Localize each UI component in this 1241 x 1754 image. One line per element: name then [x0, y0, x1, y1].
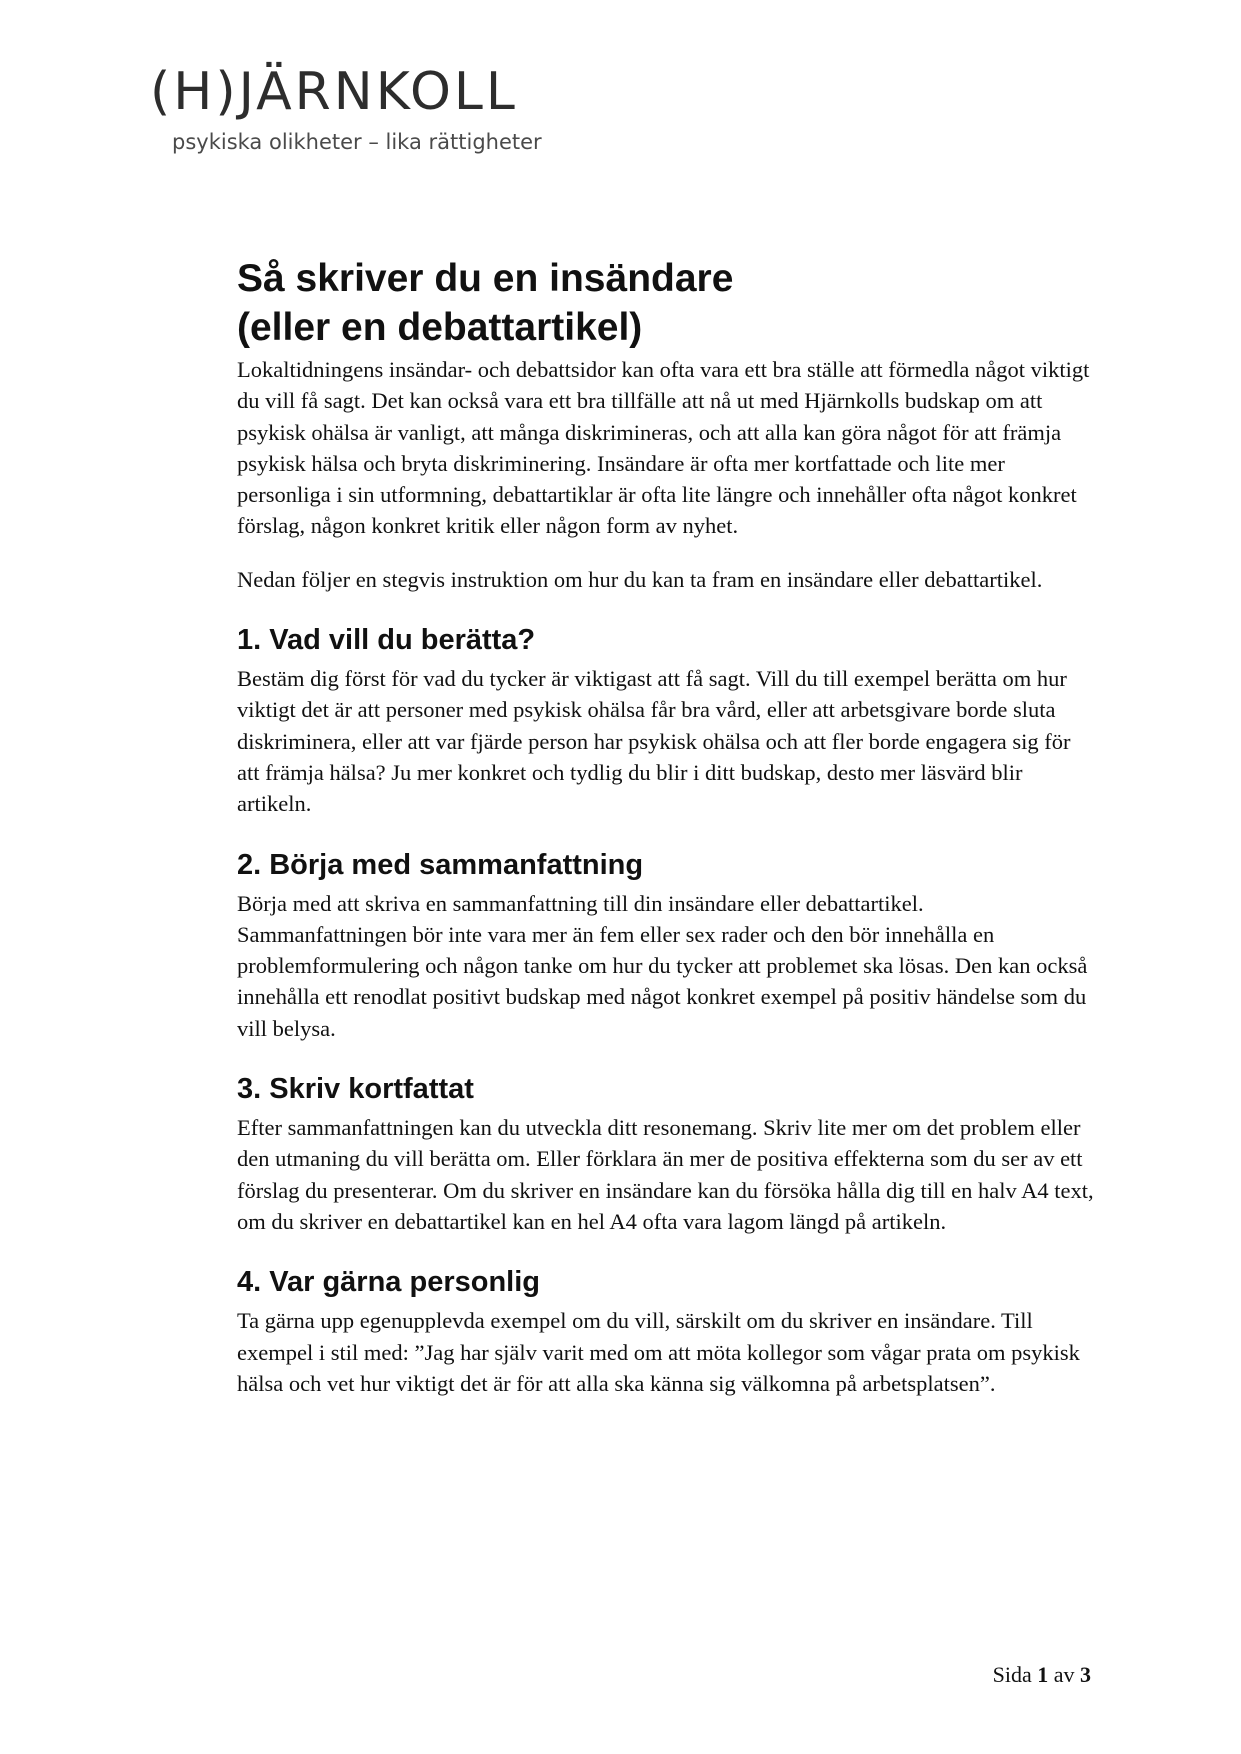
intro-paragraph: Lokaltidningens insändar- och debattsidor kan ofta vara ett bra ställe att förmedla något viktigt du vill få sagt. Det kan också vara ett bra tillfälle att nå ut med Hjärnkolls budskap om att psykisk ohälsa är vanligt, att många diskrimineras, och att alla kan göra något för att främja psykisk hälsa och bryta diskriminering. Insändare är ofta mer kortfattade och lite mer personliga i sin utformning, debattartiklar är ofta lite längre och innehåller ofta något konkret förslag, någon konkret kritik eller någon form av nyhet.: [237, 357, 1090, 539]
title-line-2: (eller en debattartikel): [237, 306, 643, 349]
document-body: [237, 254, 1097, 1399]
logo-tagline: psykiska olikheter – lika rättigheter: [172, 130, 542, 154]
section-4-text: Ta gärna upp egenupplevda exempel om du vill, särskilt om du skriver en insändare. Till exempel i stil med: ”Jag har själv varit med om att möta kollegor som vågar prata om psykisk hälsa och vet hur viktigt det är för att alla ska känna sig välkomna på arbetsplatsen”.: [237, 1308, 1080, 1396]
page-label: Sida: [992, 1662, 1032, 1687]
section-2-heading: 2. Börja med sammanfattning: [237, 848, 644, 881]
section-1-text: Bestäm dig först för vad du tycker är viktigast att få sagt. Vill du till exempel berätta om hur viktigt det är att personer med psykisk ohälsa får bra vård, eller att arbetsgivare borde sluta diskriminera, eller att var fjärde person har psykisk ohälsa och att fler borde engagera sig för att främja hälsa? Ju mer konkret och tydlig du blir i ditt budskap, desto mer läsvärd blir artikeln.: [237, 666, 1071, 817]
page-number: [993, 1662, 1091, 1688]
section-1-heading: 1. Vad vill du berätta?: [237, 624, 536, 657]
current-page: 1: [1037, 1662, 1049, 1687]
logo-wordmark: (H)JÄRNKOLL: [150, 62, 518, 122]
page-title: [237, 254, 1097, 352]
title-line-1: Så skriver du en insändare: [237, 257, 734, 300]
logo: [150, 62, 542, 154]
section-3-heading: 3. Skriv kortfattat: [237, 1073, 474, 1106]
intro-paragraph-2: Nedan följer en stegvis instruktion om hur du kan ta fram en insändare eller debattartikel.: [237, 566, 1043, 592]
total-pages: 3: [1080, 1662, 1091, 1687]
section-2-text: Börja med att skriva en sammanfattning till din insändare eller debattartikel. Sammanfattningen bör inte vara mer än fem eller sex rader och den bör innehålla en problemformulering och någon tanke om hur du tycker att problemet ska lösas. Den kan också innehålla ett renodlat positivt budskap med något konkret exempel på positiv händelse som du vill belysa.: [237, 890, 1088, 1041]
section-3-text: Efter sammanfattningen kan du utveckla ditt resonemang. Skriv lite mer om det problem eller den utmaning du vill berätta om. Eller förklara än mer de positiva effekterna som du ser av ett förslag du presenterar. Om du skriver en insändare kan du försöka hålla dig till en halv A4 text, om du skriver en debattartikel kan en hel A4 ofta vara lagom längd på artikeln.: [237, 1115, 1094, 1234]
section-4-heading: 4. Var gärna personlig: [237, 1266, 540, 1299]
page-of-label: av: [1053, 1662, 1075, 1687]
